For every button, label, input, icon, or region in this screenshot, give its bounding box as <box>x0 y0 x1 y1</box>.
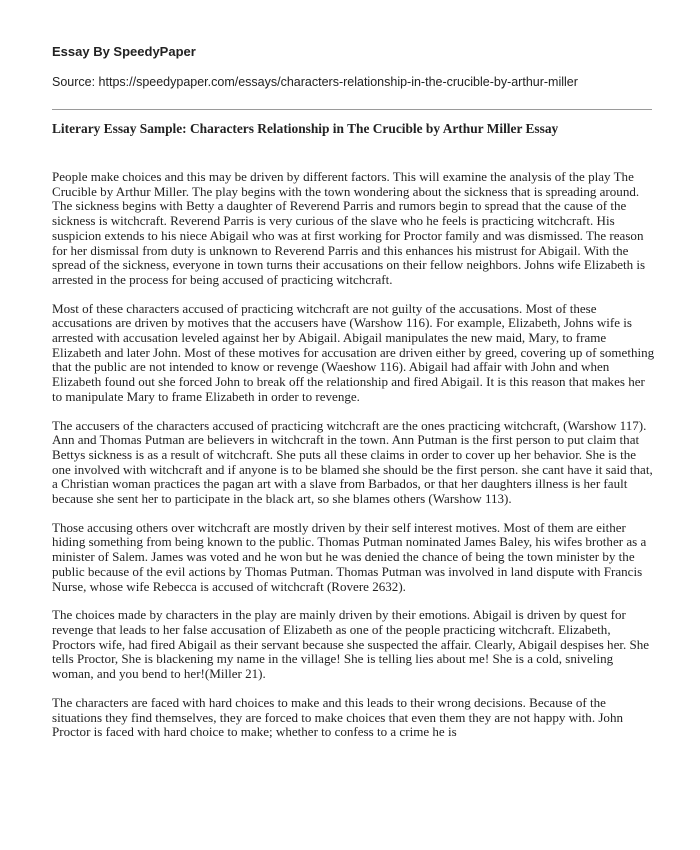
essay-body <box>52 170 656 740</box>
header-divider <box>52 109 652 110</box>
essay-title: Literary Essay Sample: Characters Relationship in The Crucible by Arthur Miller Essay <box>52 121 559 136</box>
paragraph-6: The characters are faced with hard choices to make and this leads to their wrong decisions. Because of the situations they find themselves, they are forced to make choices that even them they are not happy with. John Proctor is faced with hard choice to make; whether to confess to a crime he is <box>52 694 623 740</box>
brand-title: Essay By SpeedyPaper <box>52 44 196 59</box>
paragraph-4: Those accusing others over witchcraft are mostly driven by their self interest motives. Most of them are either hiding something from being known to the public. Thomas Putman nominated James Baley, his wifes brother as a minister of Salem. James was voted and he won but he was denied the chance of being the town minister by the public because of the evil actions by Thomas Putman. Thomas Putman was involved in land dispute with Francis Nurse, whose wife Rebecca is accused of witchcraft (Rovere 2632). <box>52 519 647 594</box>
document-header <box>52 44 652 90</box>
source-line: Source: https://speedypaper.com/essays/characters-relationship-in-the-crucible-by-arthur-miller <box>52 75 578 89</box>
paragraph-2: Most of these characters accused of practicing witchcraft are not guilty of the accusations. Most of these accusations are driven by motives that the accusers have (Warshow 116). For example, Elizabeth, Johns wife is arrested with accusation leveled against her by Abigail. Abigail manipulates the new maid, Mary, to frame Elizabeth and later John. Most of these motives for accusation are driven either by greed, covering up of something that the public are not intended to know or revenge (Waeshow 116). Abigail had affair with John and when Elizabeth found out she forced John to break off the relationship and fired Abigail. It is this reason that makes her to manipulate Mary to frame Elizabeth in order to revenge. <box>52 300 655 404</box>
paragraph-3: The accusers of the characters accused of practicing witchcraft are the ones practicing witchcraft, (Warshow 117). Ann and Thomas Putman are believers in witchcraft in the town. Ann Putman is the first person to put claim that Bettys sickness is as a result of witchcraft. She puts all these claims in order to cover up her behavior. She is the one involved with witchcraft and if anyone is to be blamed she should be the first person. she cant have it said that, a Christian woman practices the pagan art with a slave from Barbados, or that her daughters illness is her fault because she sent her to participate in the black art, so she blames others (Warshow 113). <box>52 417 653 507</box>
paragraph-1: People make choices and this may be driven by different factors. This will examine the analysis of the play The Crucible by Arthur Miller. The play begins with the town wondering about the sickness that is spreading around. The sickness begins with Betty a daughter of Reverend Parris and rumors begin to spread that the cause of the sickness is witchcraft. Reverend Parris is very curious of the slave who he feels is practicing witchcraft. His suspicion extends to his niece Abigail who was at first working for Proctor family and was dismissed. The reason for her dismissal from duty is unknown to Reverend Parris and this enhances his mistrust for Abigail. With the spread of the sickness, everyone in town turns their accusations on their fellow neighbors. Johns wife Elizabeth is arrested in the process for being accused of practicing witchcraft. <box>52 169 646 287</box>
paragraph-5: The choices made by characters in the play are mainly driven by their emotions. Abigail is driven by quest for revenge that leads to her false accusation of Elizabeth as one of the people practicing witchcraft. Elizabeth, Proctors wife, had fired Abigail as their servant because she suspected the affair. Clearly, Abigail despises her. She tells Proctor, She is blackening my name in the village! She is telling lies about me! She is a cold, sniveling woman, and you bend to her!(Miller 21). <box>52 607 650 682</box>
